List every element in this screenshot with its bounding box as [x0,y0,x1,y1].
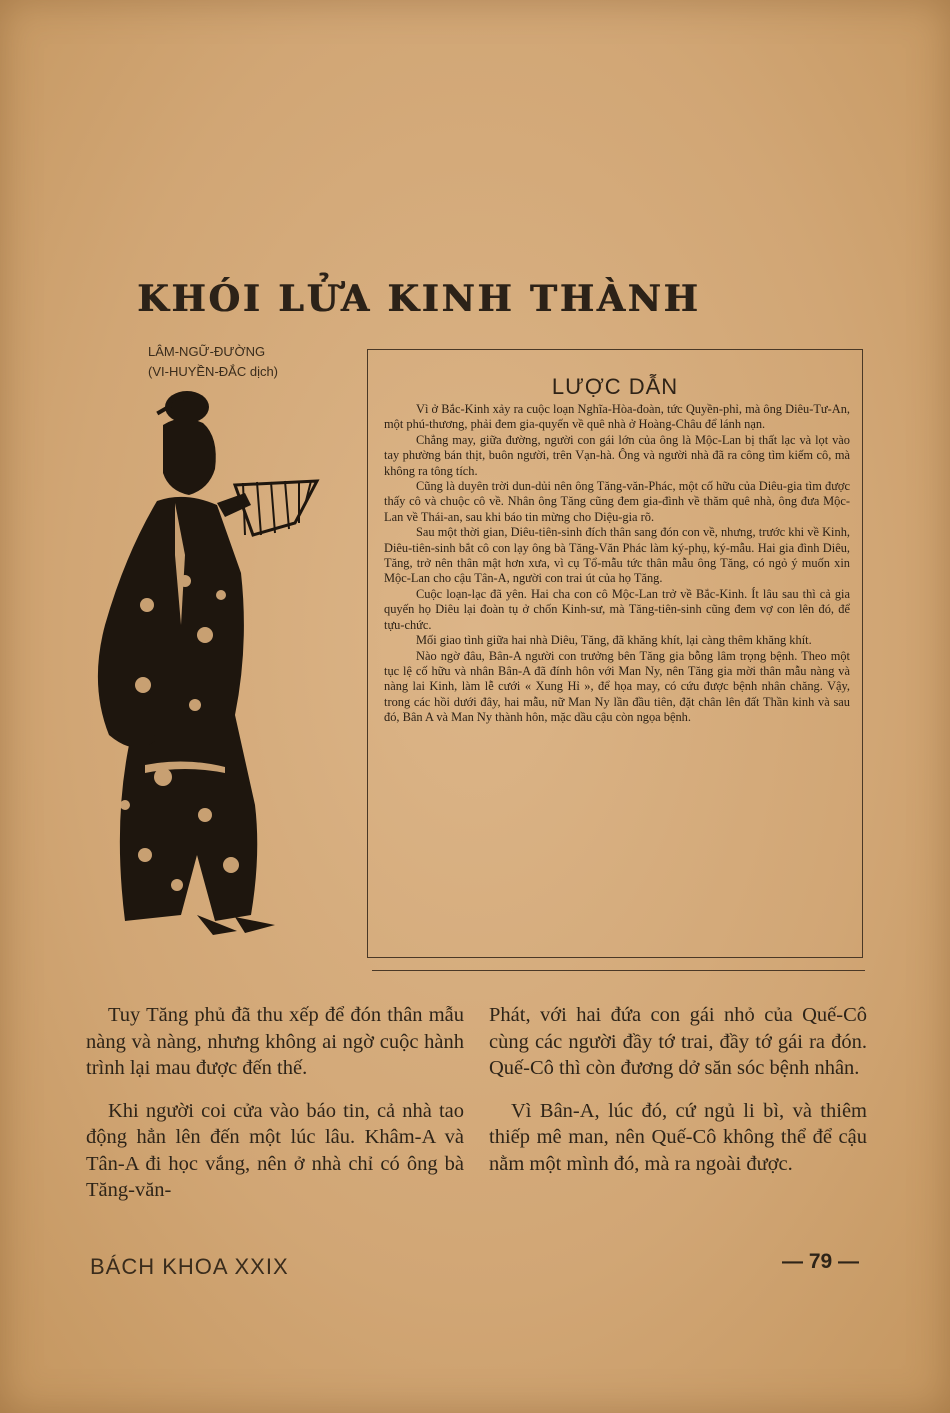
byline [148,342,278,382]
summary-heading: LƯỢC DẪN [551,374,679,399]
summary-paragraph: Sau một thời gian, Diêu-tiên-sinh đích thân sang đón con về, nhưng, trước khi về Kinh, Diêu-tiên-sinh bắt cô con lạy ông bà Tăng-Văn Phác làm ký-phụ, ký-mẫu. Hai gia đình Diêu, Tăng, trở nên thân mật hơn xưa, vì cụ Tổ-mẫu tức thân mẫu ông Tăng, có ngỏ ý muốn xin Mộc-Lan cho cậu Tân-A, người con trai út của họ Tăng. [384,525,850,586]
summary-paragraph: Vì ở Bắc-Kinh xảy ra cuộc loạn Nghĩa-Hòa-đoàn, tức Quyền-phỉ, mà ông Diêu-Tư-An, một phú-thương, phải đem gia-quyến về quê nhà ở Hoàng-Châu để lánh nạn. [384,402,850,432]
story-paragraph: Vì Bân-A, lúc đó, cứ ngủ li bì, và thiêm thiếp mê man, nên Quế-Cô không thể để cậu nằm một mình đó, mà ra ngoài được. [489,1099,867,1175]
story-paragraph: Khi người coi cửa vào báo tin, cả nhà tao động hẳn lên đến một lúc lâu. Khâm-A và Tân-A đi học vắng, nên ở nhà chỉ có ông bà Tăng-văn- [86,1099,464,1201]
translator-credit: (VI-HUYỀN-ĐẮC dịch) [148,364,279,379]
summary-box [367,349,863,958]
summary-paragraph: Nào ngờ đâu, Bân-A người con trưởng bên Tăng gia bỗng lâm trọng bệnh. Theo một tục lệ cố hữu và nhân Bân-A đã đính hôn với Man Ny, nên Tăng gia mời thân mẫu nàng và nàng lai Kinh, làm lễ cưới « Xung Hỉ », để họa may, có cứu được bệnh nhân chăng. Vậy, trong các hồi dưới đây, hai mẫu, nữ Man Ny lần đầu tiên, đặt chân lên đất Thần kinh và sau đó, Bân A và Man Ny thành hôn, mặc dầu cậu còn ngọa bệnh. [384,648,850,725]
summary-paragraph: Mối giao tình giữa hai nhà Diêu, Tăng, đã khăng khít, lại càng thêm khăng khít. [416,633,812,648]
article-title: KHÓI LỬA KINH THÀNH [137,278,701,320]
summary-paragraph: Cũng là duyên trời dun-dủi nên ông Tăng-văn-Phác, một cố hữu của Diêu-gia tìm được thấy cô và chuộc cô về. Nhân ông Tăng cũng đem gia-đình về thăm quê nhà, ông đưa Mộc-Lan về Thái-an, sau khi báo tin mừng cho Diệu-gia rõ. [384,479,850,524]
page-number: — 79 — [782,1250,860,1273]
story-paragraph: Tuy Tăng phủ đã thu xếp để đón thân mẫu nàng và nàng, nhưng không ai ngờ cuộc hành trình lại mau được đến thế. [86,1004,464,1079]
author-name: LÂM-NGỮ-ĐƯỜNG [148,344,266,359]
story-column-right [489,1002,867,1193]
divider-rule [372,970,865,971]
woman-with-fan-illustration [85,385,347,945]
story-column-left [86,1002,464,1220]
summary-paragraph: Cuộc loạn-lạc đã yên. Hai cha con cô Mộc-Lan trở về Bắc-Kinh. Ít lâu sau thì cả gia quyến họ Diêu lại đoàn tụ ở chốn Kinh-sư, mà Tăng-tiên-sinh cũng đem vợ con lên đó, để tựu-chức. [384,586,850,632]
summary-paragraph: Chẳng may, giữa đường, người con gái lớn của ông là Mộc-Lan bị thất lạc và lọt vào tay phường bán thịt, buôn người, trên Vạn-hà. Ông và người nhà đã ra công tìm kiếm cô, mà không ra tông tích. [384,432,850,478]
magazine-name: BÁCH KHOA XXIX [90,1254,289,1279]
story-paragraph: Phát, với hai đứa con gái nhỏ của Quế-Cô cùng các người đầy tớ trai, đầy tớ gái ra đón. Quế-Cô thì còn đương dở săn sóc bệnh nhân. [489,1004,867,1079]
summary-body [384,402,850,726]
